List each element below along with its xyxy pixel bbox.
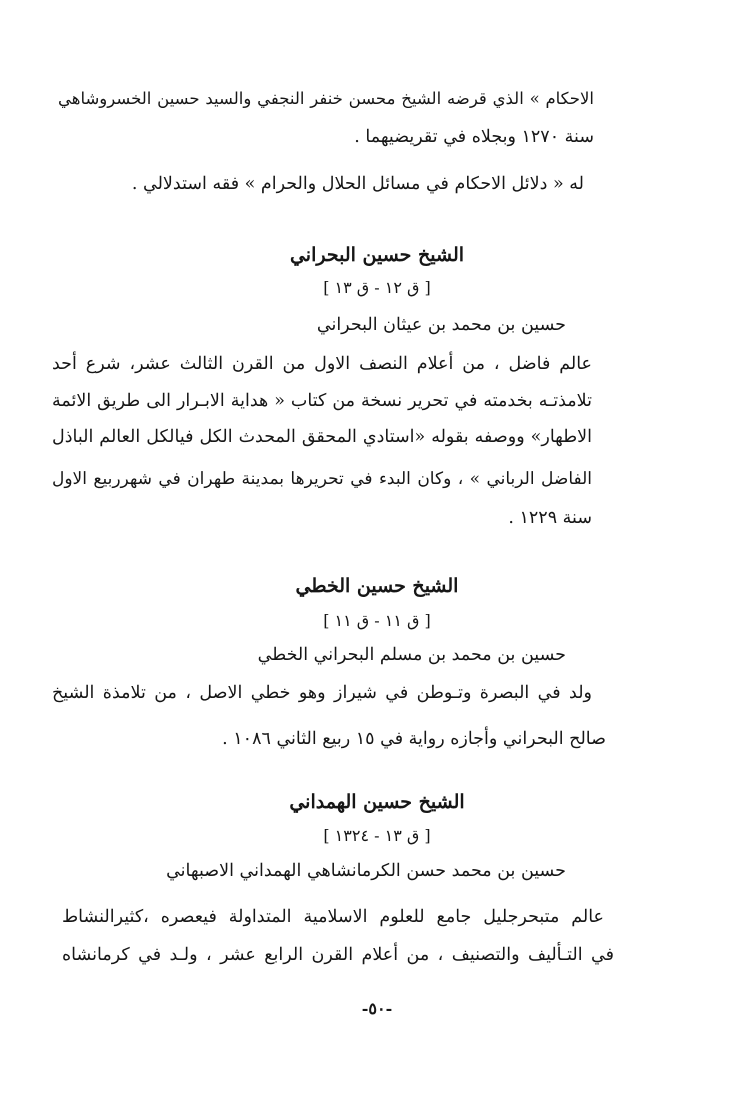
entry-1-line-5: سنة ١٢٢٩ .: [508, 508, 592, 528]
intro-line-3: له « دلائل الاحكام في مسائل الحلال والحرام » فقه استدلالي .: [131, 174, 584, 194]
intro-line-1: الاحكام » الذي قرضه الشيخ محسن خنفر النجفي والسيد حسين الخسروشاهي: [58, 89, 594, 108]
entry-3-line-2: في التـأليف والتصنيف ، من أعلام القرن الرابع عشر ، ولـد في كرمانشاه: [62, 945, 614, 965]
entry-2-line-1: ولد في البصرة وتـوطن في شيراز وهو خطي الاصل ، من تلامذة الشيخ: [52, 683, 592, 703]
entry-1-line-1: عالم فاضل ، من أعلام النصف الاول من القرن الثالث عشر، شرع أحد: [52, 354, 592, 374]
entry-2-full-name: حسين بن محمد بن مسلم البحراني الخطي: [257, 645, 566, 665]
entry-2-line-2: صالح البحراني وأجازه رواية في ١٥ ربيع الثاني ١٠٨٦ .: [222, 729, 606, 749]
intro-line-2: سنة ١٢٧٠ وبجلاه في تقريضيهما .: [354, 127, 594, 147]
entry-1-line-4: الفاضل الرباني » ، وكان البدء في تحريرها بمدينة طهران في شهرربيع الاول: [52, 469, 592, 489]
page-number: -٥٠-: [361, 999, 393, 1018]
entry-1-title: الشيخ حسين البحراني: [289, 244, 465, 266]
entry-1-line-3: الاطهار» ووصفه بقوله «استادي المحقق المحدث الكل فيالكل العالم الباذل: [52, 427, 592, 447]
entry-1-dates: [ ق ١٢ - ق ١٣ ]: [323, 278, 431, 297]
entry-1-line-2: تلامذتـه بخدمته في تحرير نسخة من كتاب « هداية الابـرار الى طريق الائمة: [52, 391, 592, 411]
entry-2-title: الشيخ حسين الخطي: [295, 575, 459, 597]
entry-3-title: الشيخ حسين الهمداني: [289, 791, 465, 813]
entry-3-dates: [ ق ١٣ - ١٣٢٤ ]: [323, 826, 431, 845]
entry-3-full-name: حسين بن محمد حسن الكرمانشاهي الهمداني الاصبهاني: [166, 861, 566, 881]
entry-3-line-1: عالم متبحرجليل جامع للعلوم الاسلامية المتداولة فيعصره ،كثيرالنشاط: [62, 907, 604, 927]
entry-1-full-name: حسين بن محمد بن عيثان البحراني: [316, 315, 566, 335]
entry-2-dates: [ ق ١١ - ق ١١ ]: [323, 611, 431, 630]
